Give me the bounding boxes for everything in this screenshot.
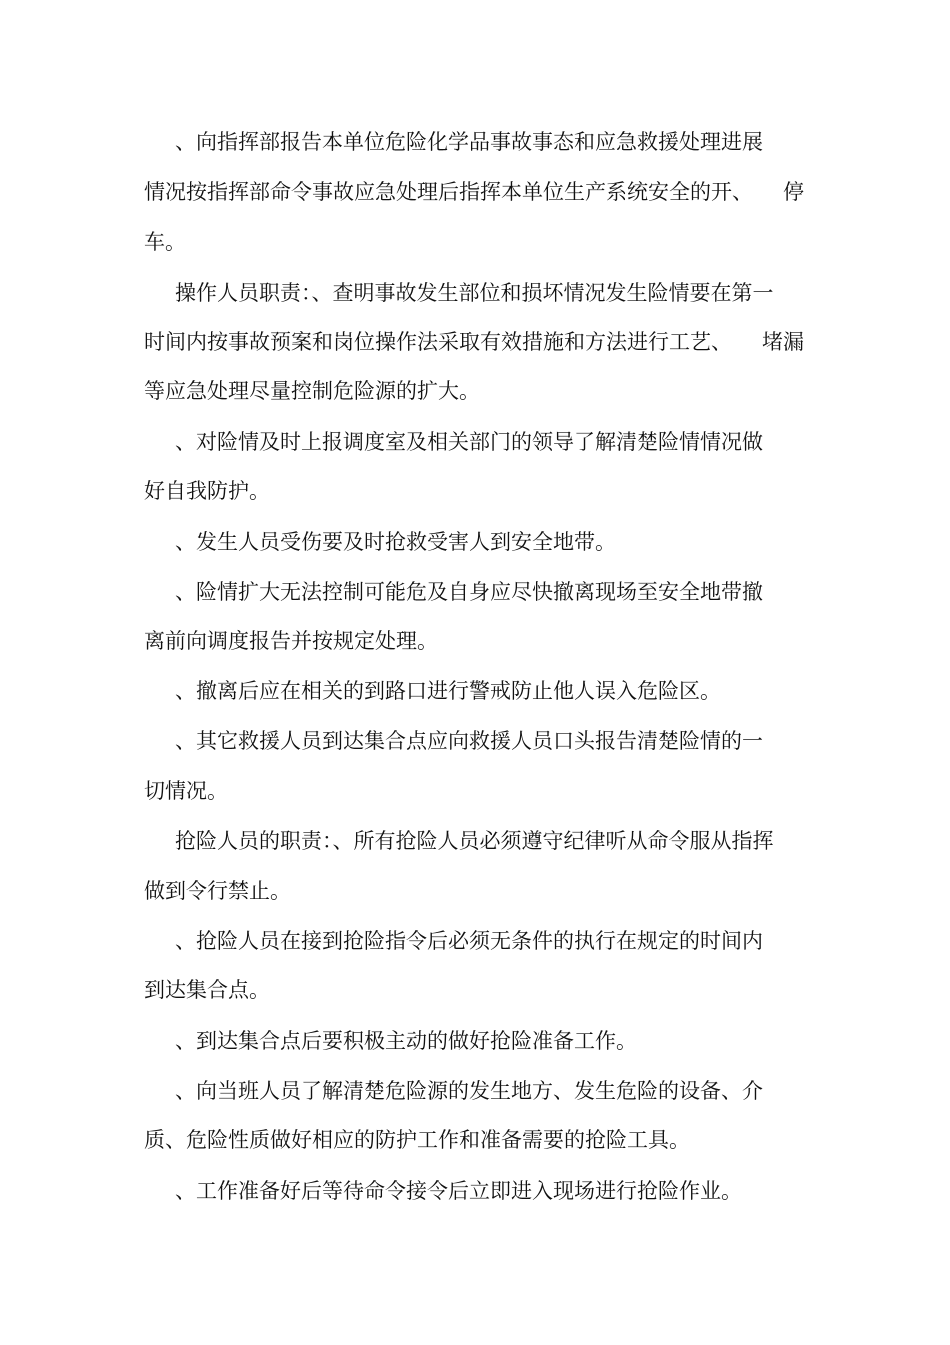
paragraph-3-line-1: 、对险情及时上报调度室及相关部门的领导了解清楚险情情况做 — [175, 430, 763, 454]
paragraph-5-line-1: 、险情扩大无法控制可能危及自身应尽快撤离现场至安全地带撤 — [175, 580, 763, 604]
paragraph-9-line-2: 到达集合点。 — [144, 978, 270, 1002]
paragraph-1-line-2-text: 情况按指挥部命令事故应急处理后指挥本单位生产系统安全的开、 — [144, 180, 753, 204]
paragraph-2-line-3: 等应急处理尽量控制危险源的扩大。 — [144, 379, 480, 403]
paragraph-10-line-1: 、到达集合点后要积极主动的做好抢险准备工作。 — [175, 1029, 637, 1053]
paragraph-2-line-2-tail: 堵漏 — [762, 330, 804, 354]
paragraph-2-line-1: 操作人员职责：、查明事故发生部位和损坏情况发生险情要在第一 — [175, 281, 774, 305]
paragraph-4-line-1: 、发生人员受伤要及时抢救受害人到安全地带。 — [175, 530, 616, 554]
paragraph-8-line-2: 做到令行禁止。 — [144, 879, 291, 903]
paragraph-11-line-2: 质、危险性质做好相应的防护工作和准备需要的抢险工具。 — [144, 1128, 690, 1152]
paragraph-9-line-1: 、抢险人员在接到抢险指令后必须无条件的执行在规定的时间内 — [175, 929, 763, 953]
paragraph-1-line-2 — [144, 177, 804, 207]
paragraph-8-line-1: 抢险人员的职责：、所有抢险人员必须遵守纪律听从命令服从指挥 — [175, 829, 774, 853]
paragraph-1-line-1: 、向指挥部报告本单位危险化学品事故事态和应急救援处理进展 — [175, 130, 763, 154]
paragraph-7-line-1: 、其它救援人员到达集合点应向救援人员口头报告清楚险情的一 — [175, 729, 763, 753]
paragraph-5-line-2: 离前向调度报告并按规定处理。 — [144, 629, 438, 653]
paragraph-12-line-1: 、工作准备好后等待命令接令后立即进入现场进行抢险作业。 — [175, 1179, 742, 1203]
paragraph-11-line-1: 、向当班人员了解清楚危险源的发生地方、发生危险的设备、介 — [175, 1079, 763, 1103]
paragraph-6-line-1: 、撤离后应在相关的到路口进行警戒防止他人误入危险区。 — [175, 679, 721, 703]
paragraph-1-line-2-tail: 停 — [783, 180, 804, 204]
paragraph-2-line-2-text: 时间内按事故预案和岗位操作法采取有效措施和方法进行工艺、 — [144, 330, 732, 354]
paragraph-2-line-2 — [144, 327, 804, 357]
paragraph-7-line-2: 切情况。 — [144, 779, 228, 803]
paragraph-3-line-2: 好自我防护。 — [144, 479, 270, 503]
paragraph-1-line-3: 车。 — [144, 230, 186, 254]
